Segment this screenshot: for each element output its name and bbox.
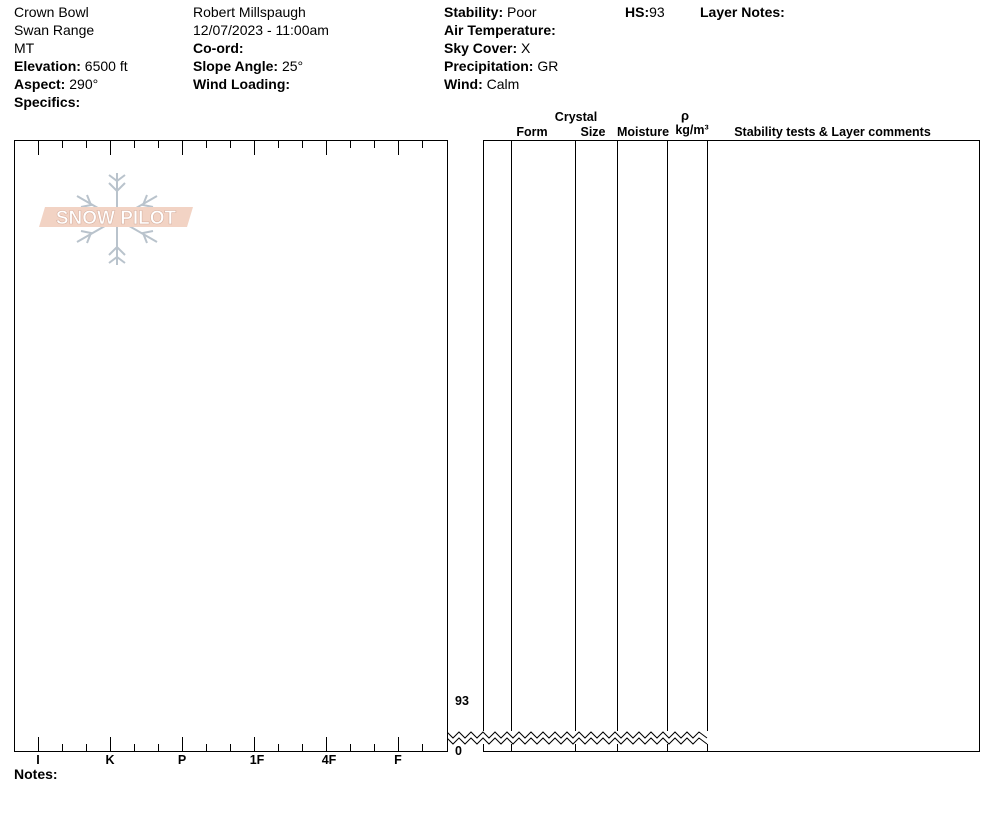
- hardness-label-1f: 1F: [249, 753, 265, 767]
- layer-notes-label: Layer Notes:: [700, 4, 785, 20]
- observation-datetime: 12/07/2023 - 11:00am: [193, 22, 329, 38]
- col-divider-size: [575, 140, 576, 752]
- snowpilot-logo: [37, 169, 197, 269]
- slope-value: 25°: [281, 58, 304, 74]
- col-header-size: Size: [580, 125, 606, 139]
- slope-label: Slope Angle:: [193, 58, 279, 74]
- hardness-profile-box: [14, 140, 448, 752]
- stability-label: Stability:: [444, 4, 504, 20]
- precip-label: Precipitation:: [444, 58, 534, 74]
- hardness-label-k: K: [105, 753, 115, 767]
- depth-break-zigzag: [447, 728, 709, 748]
- col-header-moisture: Moisture: [616, 125, 670, 139]
- slope-row: [193, 57, 303, 75]
- col-divider-moisture: [617, 140, 618, 752]
- hs-value: 93: [649, 4, 665, 20]
- hs-label: HS:: [625, 4, 650, 20]
- wind-value: Calm: [486, 76, 520, 92]
- location-name: Crown Bowl: [14, 4, 89, 20]
- hardness-label-p: P: [177, 753, 187, 767]
- aspect-label: Aspect:: [14, 76, 66, 92]
- observer-name: Robert Millspaugh: [193, 4, 306, 20]
- col-divider-comments: [707, 140, 708, 752]
- stability-row: [444, 3, 537, 21]
- range-name: Swan Range: [14, 22, 95, 38]
- elevation-value: 6500 ft: [84, 58, 128, 74]
- col-divider-density: [667, 140, 668, 752]
- elevation-row: [14, 57, 128, 75]
- notes-label: Notes:: [14, 766, 58, 782]
- col-header-rho: ρ: [680, 108, 690, 123]
- col-header-form: Form: [516, 125, 548, 139]
- coord-label: Co-ord:: [193, 40, 244, 56]
- col-header-density: kg/m³: [675, 123, 709, 137]
- depth-top-label: 93: [455, 694, 469, 708]
- aspect-row: [14, 75, 98, 93]
- hardness-label-i: I: [36, 753, 40, 767]
- logo-text: SNOW PILOT: [55, 208, 177, 229]
- sky-value: X: [521, 40, 531, 56]
- sky-label: Sky Cover:: [444, 40, 518, 56]
- wind-loading-label: Wind Loading:: [193, 76, 291, 92]
- depth-bottom-label: 0: [455, 744, 462, 758]
- state-name: MT: [14, 40, 35, 56]
- air-temp-label: Air Temperature:: [444, 22, 556, 38]
- stability-value: Poor: [507, 4, 537, 20]
- specifics-label: Specifics:: [14, 94, 81, 110]
- elevation-label: Elevation:: [14, 58, 81, 74]
- layer-table-box: [483, 140, 980, 752]
- hardness-label-4f: 4F: [321, 753, 337, 767]
- wind-label: Wind:: [444, 76, 483, 92]
- precip-row: [444, 57, 558, 75]
- col-header-crystal: Crystal: [554, 110, 598, 124]
- col-header-comments: Stability tests & Layer comments: [734, 125, 931, 139]
- col-divider-form: [511, 140, 512, 752]
- precip-value: GR: [537, 58, 559, 74]
- hardness-label-f: F: [394, 753, 402, 767]
- aspect-value: 290°: [69, 76, 99, 92]
- wind-row: [444, 75, 519, 93]
- sky-row: [444, 39, 530, 57]
- hs-row: [625, 3, 665, 21]
